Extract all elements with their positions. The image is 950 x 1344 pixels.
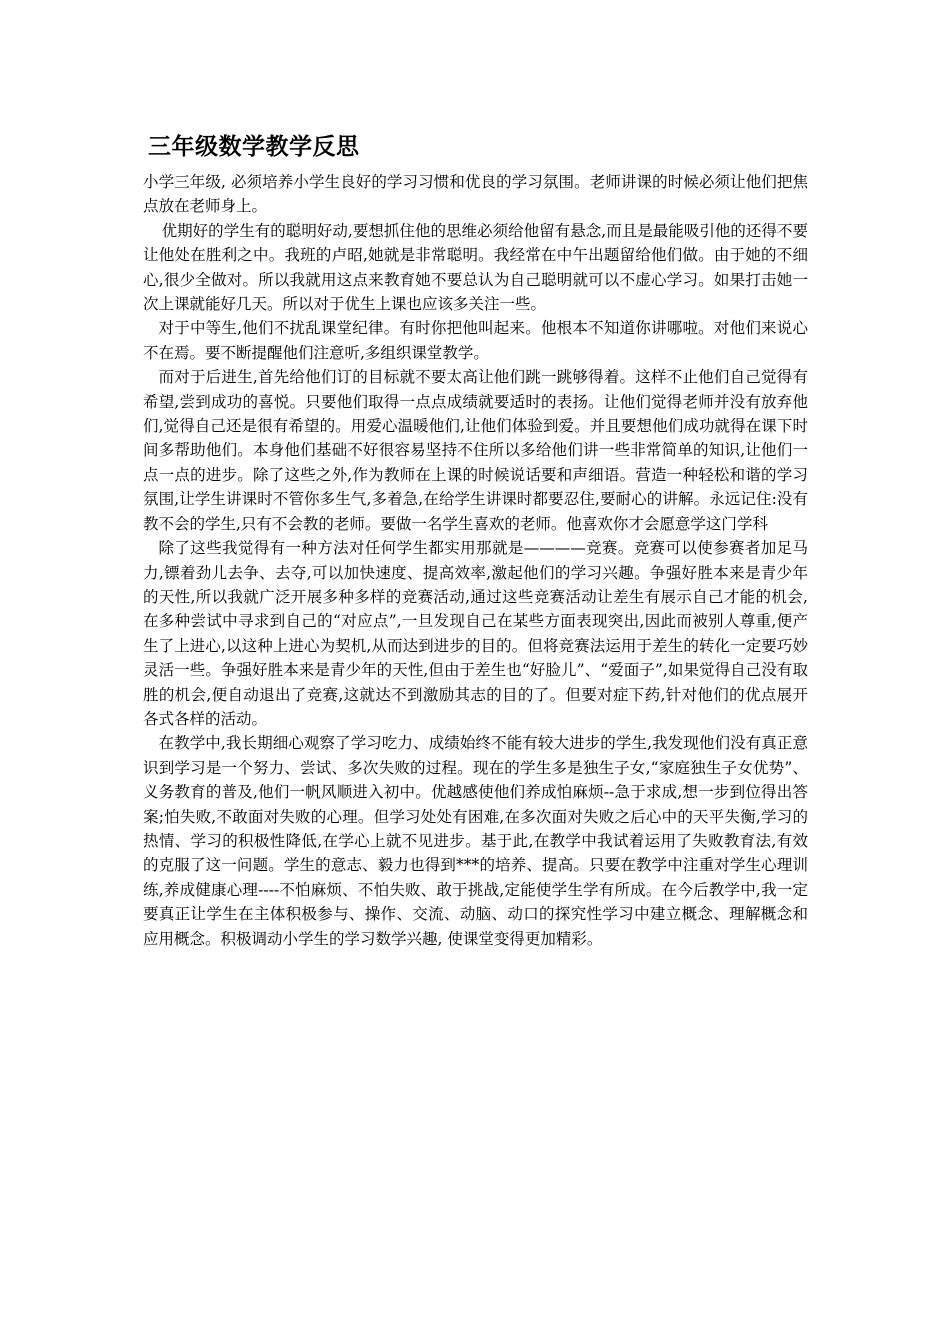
- paragraph-competition: 除了这些我觉得有一种方法对任何学生都实用那就是————竞赛。竞赛可以使参赛者加足马力,镖着劲儿去争、去夺,可以加快速度、提高效率,激起他们的学习兴趣。争强好胜本来是青少年的天性,所以我就广泛开展多种多样的竞赛活动,通过这些竞赛活动让差生有展示自己才能的机会,在多种尝试中寻求到自己的“对应点”,一旦发现自己在某些方面表现突出,因此而被别人尊重,便产生了上进心,以这种上进心为契机,从而达到进步的目的。但将竞赛法运用于差生的转化一定要巧妙灵活一些。争强好胜本来是青少年的天性,但由于差生也“好脸儿”、“爱面子”,如果觉得自己没有取胜的机会,便自动退出了竞赛,这就达不到激励其志的目的了。但要对症下药,针对他们的优点展开各式各样的活动。: [143, 539, 808, 728]
- document-title: 三年级数学教学反思: [148, 134, 360, 160]
- paragraph-middle-students: 对于中等生,他们不扰乱课堂纪律。有时你把他叫起来。他根本不知道你讲哪啦。对他们来说心不在焉。要不断提醒他们注意听,多组织课堂教学。: [143, 319, 808, 362]
- paragraph-top-students: 优期好的学生有的聪明好动,要想抓住他的思维必须给他留有悬念,而且是最能吸引他的还得不要让他处在胜利之中。我班的卢昭,她就是非常聪明。我经常在中午出题留给他们做。由于她的不细心,很少全做对。所以我就用这点来教育她不要总认为自己聪明就可以不虚心学习。如果打击她一次上课就能好几天。所以对于优生上课也应该多关注一些。: [143, 221, 808, 314]
- paragraph-failure-education: 在教学中,我长期细心观察了学习吃力、成绩始终不能有较大进步的学生,我发现他们没有真正意识到学习是一个努力、尝试、多次失败的过程。现在的学生多是独生子女,“家庭独生子女优势”、义务教育的普及,他们一帆风顺进入初中。优越感使他们养成怕麻烦--急于求成,想一步到位得出答案;怕失败,不敢面对失败的心理。但学习处处有困难,在多次面对失败之后心中的天平失衡,学习的热情、学习的积极性降低,在学心上就不见进步。基于此,在教学中我试着运用了失败教育法,有效的克服了这一问题。学生的意志、毅力也得到***的培养、提高。只要在教学中注重对学生心理训练,养成健康心理----不怕麻烦、不怕失败、敢于挑战,定能使学生学有所成。在今后教学中,我一定要真正让学生在主体积极参与、操作、交流、动脑、动口的探究性学习中建立概念、理解概念和应用概念。积极调动小学生的学习数学兴趣, 使课堂变得更加精彩。: [143, 734, 808, 948]
- paragraph-intro: 小学三年级, 必须培养小学生良好的学习习惯和优良的学习氛围。老师讲课的时候必须让他们把焦点放在老师身上。: [143, 173, 808, 216]
- document-body: [143, 130, 808, 951]
- paragraph-struggling-students: 而对于后进生,首先给他们订的目标就不要太高让他们跳一跳够得着。这样不止他们自己觉得有希望,尝到成功的喜悦。只要他们取得一点点成绩就要适时的表扬。让他们觉得老师并没有放弃他们,觉得自己还是很有希望的。用爱心温暖他们,让他们体验到爱。并且要想他们成功就得在课下时间多帮助他们。本身他们基础不好很容易坚持不住所以多给他们讲一些非常简单的知识,让他们一点一点的进步。除了这些之外,作为教师在上课的时候说话要和声细语。营造一种轻松和谐的学习氛围,让学生讲课时不管你多生气,多着急,在给学生讲课时都要忍住,要耐心的讲解。永远记住:没有教不会的学生,只有不会教的老师。要做一名学生喜欢的老师。他喜欢你才会愿意学这门学科: [143, 368, 808, 533]
